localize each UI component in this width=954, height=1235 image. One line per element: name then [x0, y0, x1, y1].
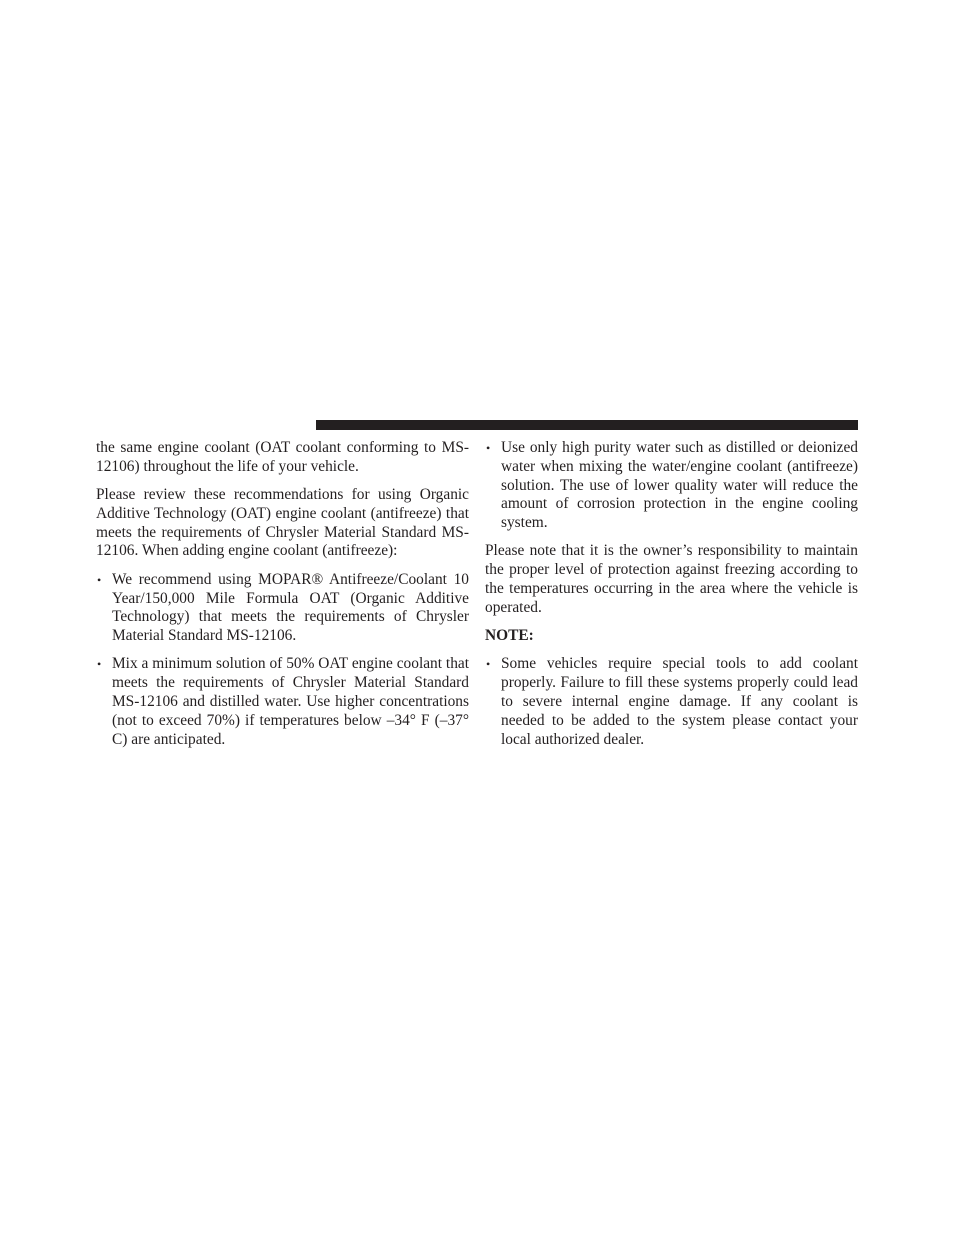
note-list: [485, 655, 858, 749]
list-item: [96, 655, 469, 749]
recommendations-intro: Please review these recommendations for using Organic Additive Technology (OAT) engine coolant (antifreeze) that meets the requirements of Chrysler Material Standard MS-12106. When adding engine coolant (antifreeze):: [96, 486, 469, 560]
list-item-text: We recommend using MOPAR® Antifreeze/Coolant 10 Year/150,000 Mile Formula OAT (Organic Additive Technology) that meets the requirements of Chrysler Material Standard MS-12106.: [112, 570, 469, 645]
list-item: [485, 439, 858, 533]
note-label: NOTE:: [485, 627, 534, 645]
water-list: [485, 439, 858, 533]
list-item: [96, 571, 469, 646]
list-item-text: Some vehicles require special tools to add coolant properly. Failure to fill these systems properly could lead to severe internal engine damage. If any coolant is needed to be added to the system please contact your local authorized dealer.: [501, 655, 858, 748]
bullet-icon: •: [486, 441, 491, 455]
list-item: [485, 655, 858, 749]
right-column: [485, 439, 858, 759]
left-column: [96, 439, 469, 759]
continued-paragraph: the same engine coolant (OAT coolant conforming to MS-12106) throughout the life of your vehicle.: [96, 439, 469, 475]
recommendations-list: [96, 571, 469, 750]
bullet-icon: •: [97, 657, 102, 672]
bullet-icon: •: [97, 572, 102, 587]
list-item-text: Mix a minimum solution of 50% OAT engine coolant that meets the requirements of Chrysler Material Standard MS-12106 and distilled water. Use higher concentrations (not to exceed 70%) if temperatures below –34° F (–37° C) are anticipated.: [112, 655, 469, 748]
section-header-bar: [316, 420, 858, 430]
owner-responsibility-paragraph: Please note that it is the owner’s responsibility to maintain the proper level of protection against freezing according to the temperatures occurring in the area where the vehicle is operated.: [485, 542, 858, 616]
list-item-text: Use only high purity water such as distilled or deionized water when mixing the water/engine coolant (antifreeze) solution. The use of lower quality water will reduce the amount of corrosion protection in the engine cooling system.: [501, 439, 858, 532]
bullet-icon: •: [486, 657, 491, 672]
